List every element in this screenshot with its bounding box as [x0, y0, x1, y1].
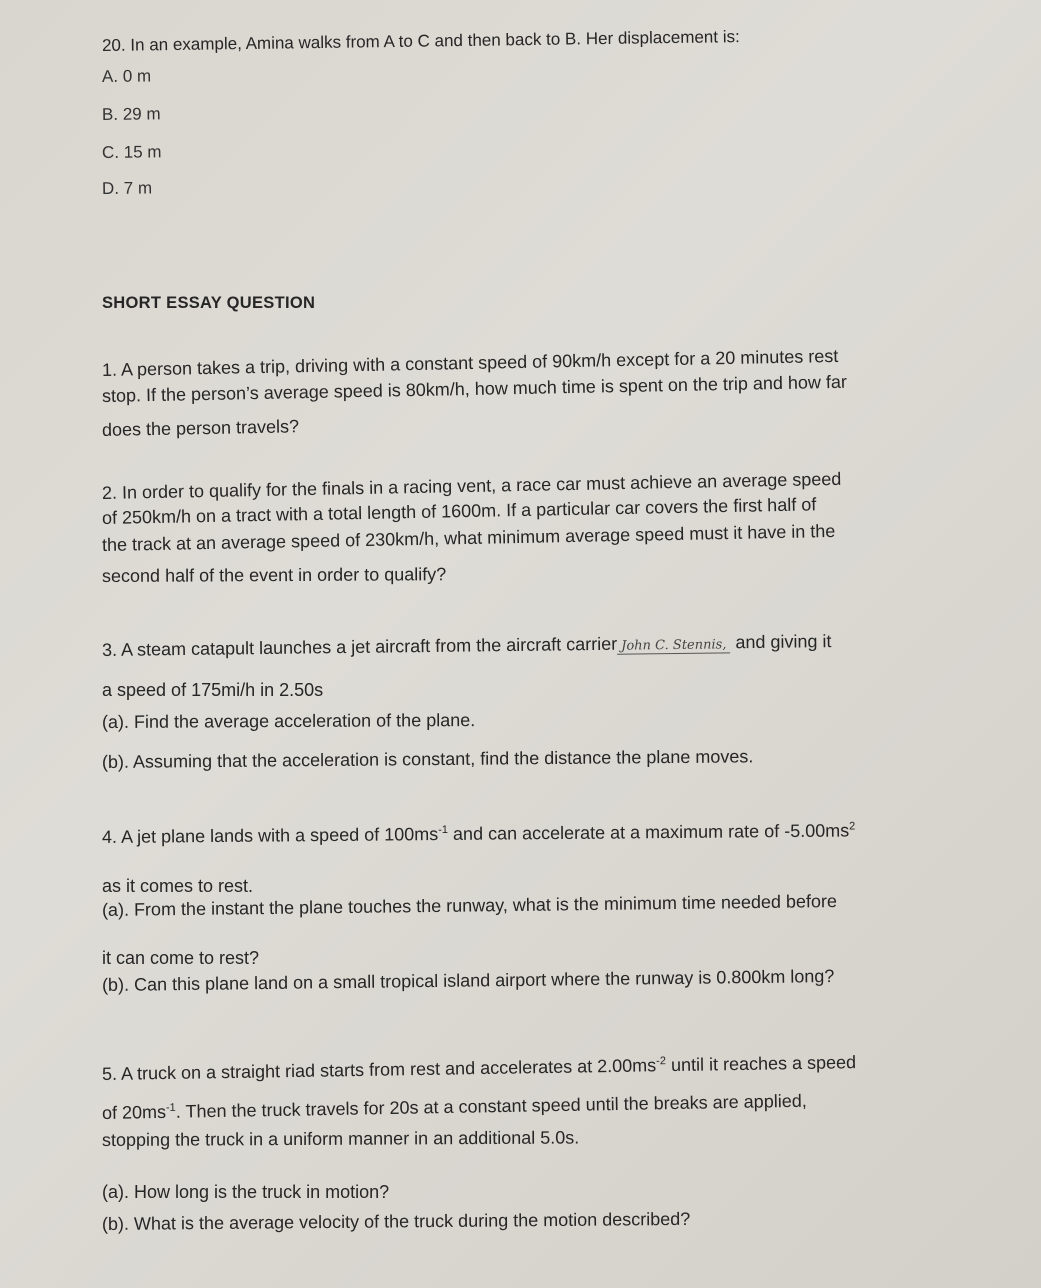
q5-part-b: (b). What is the average velocity of the truck during the motion described? — [101, 1208, 691, 1234]
q4-line-1 — [102, 820, 855, 848]
q5-text: until it reaches a speed — [665, 1052, 857, 1076]
q4-part-a: (a). From the instant the plane touches the runway, what is the minimum time needed before — [101, 891, 838, 920]
option-d: D. 7 m — [101, 178, 153, 198]
q1-line: 1. A person takes a trip, driving with a constant speed of 90km/h except for a 20 minutes rest — [101, 345, 839, 380]
option-a: A. 0 m — [101, 66, 152, 86]
q5-text: . Then the truck travels for 20s at a constant speed until the breaks are applied, — [175, 1090, 807, 1122]
q5-line-1 — [102, 1052, 856, 1085]
option-c: C. 15 m — [101, 142, 162, 162]
superscript: 2 — [849, 820, 856, 833]
q3-text: 3. A steam catapult launches a jet aircraft from the aircraft carrier — [101, 633, 618, 660]
q4-part-b: (b). Can this plane land on a small tropical island airport where the runway is 0.800km long? — [101, 966, 835, 995]
q3-line-1 — [102, 631, 832, 661]
q3-part-a: (a). Find the average acceleration of the plane. — [101, 710, 476, 732]
q3-text: and giving it — [730, 631, 832, 653]
q5-part-a: (a). How long is the truck in motion? — [102, 1182, 390, 1202]
section-title: SHORT ESSAY QUESTION — [102, 294, 316, 312]
q5-line-3: stopping the truck in a uniform manner in an additional 5.0s. — [101, 1127, 580, 1150]
superscript: -2 — [656, 1055, 667, 1068]
q4-line-2: as it comes to rest. — [102, 876, 254, 896]
superscript: -1 — [165, 1101, 176, 1114]
superscript: -1 — [438, 823, 449, 837]
q5-text: of 20ms — [101, 1101, 167, 1123]
q1-line: does the person travels? — [101, 416, 300, 440]
question-20-text: 20. In an example, Amina walks from A to C and then back to B. Her displacement is: — [101, 27, 740, 55]
q2-line: of 250km/h on a tract with a total length of 1600m. If a particular car covers the first half of — [101, 494, 817, 528]
q4-part-a-cont: it can come to rest? — [102, 948, 260, 968]
carrier-name-handwritten: John C. Stennis, — [617, 637, 730, 654]
q5-line-2 — [102, 1091, 807, 1124]
q5-text: 5. A truck on a straight riad starts from rest and accelerates at 2.00ms — [101, 1055, 657, 1084]
q2-line: the track at an average speed of 230km/h, what minimum average speed must it have in the — [101, 520, 836, 555]
q2-line: second half of the event in order to qualify? — [101, 564, 447, 586]
q3-line-2: a speed of 175mi/h in 2.50s — [102, 680, 324, 700]
q3-part-b: (b). Assuming that the acceleration is constant, find the distance the plane moves. — [101, 746, 754, 772]
q4-text: 4. A jet plane lands with a speed of 100ms — [101, 824, 439, 847]
option-b: B. 29 m — [101, 104, 161, 124]
q2-line: 2. In order to qualify for the finals in a racing vent, a race car must achieve an average speed — [101, 468, 842, 503]
q1-line: stop. If the person’s average speed is 80km/h, how much time is spent on the trip and how far — [101, 371, 848, 406]
q4-text: and can accelerate at a maximum rate of -5.00ms — [447, 820, 850, 844]
